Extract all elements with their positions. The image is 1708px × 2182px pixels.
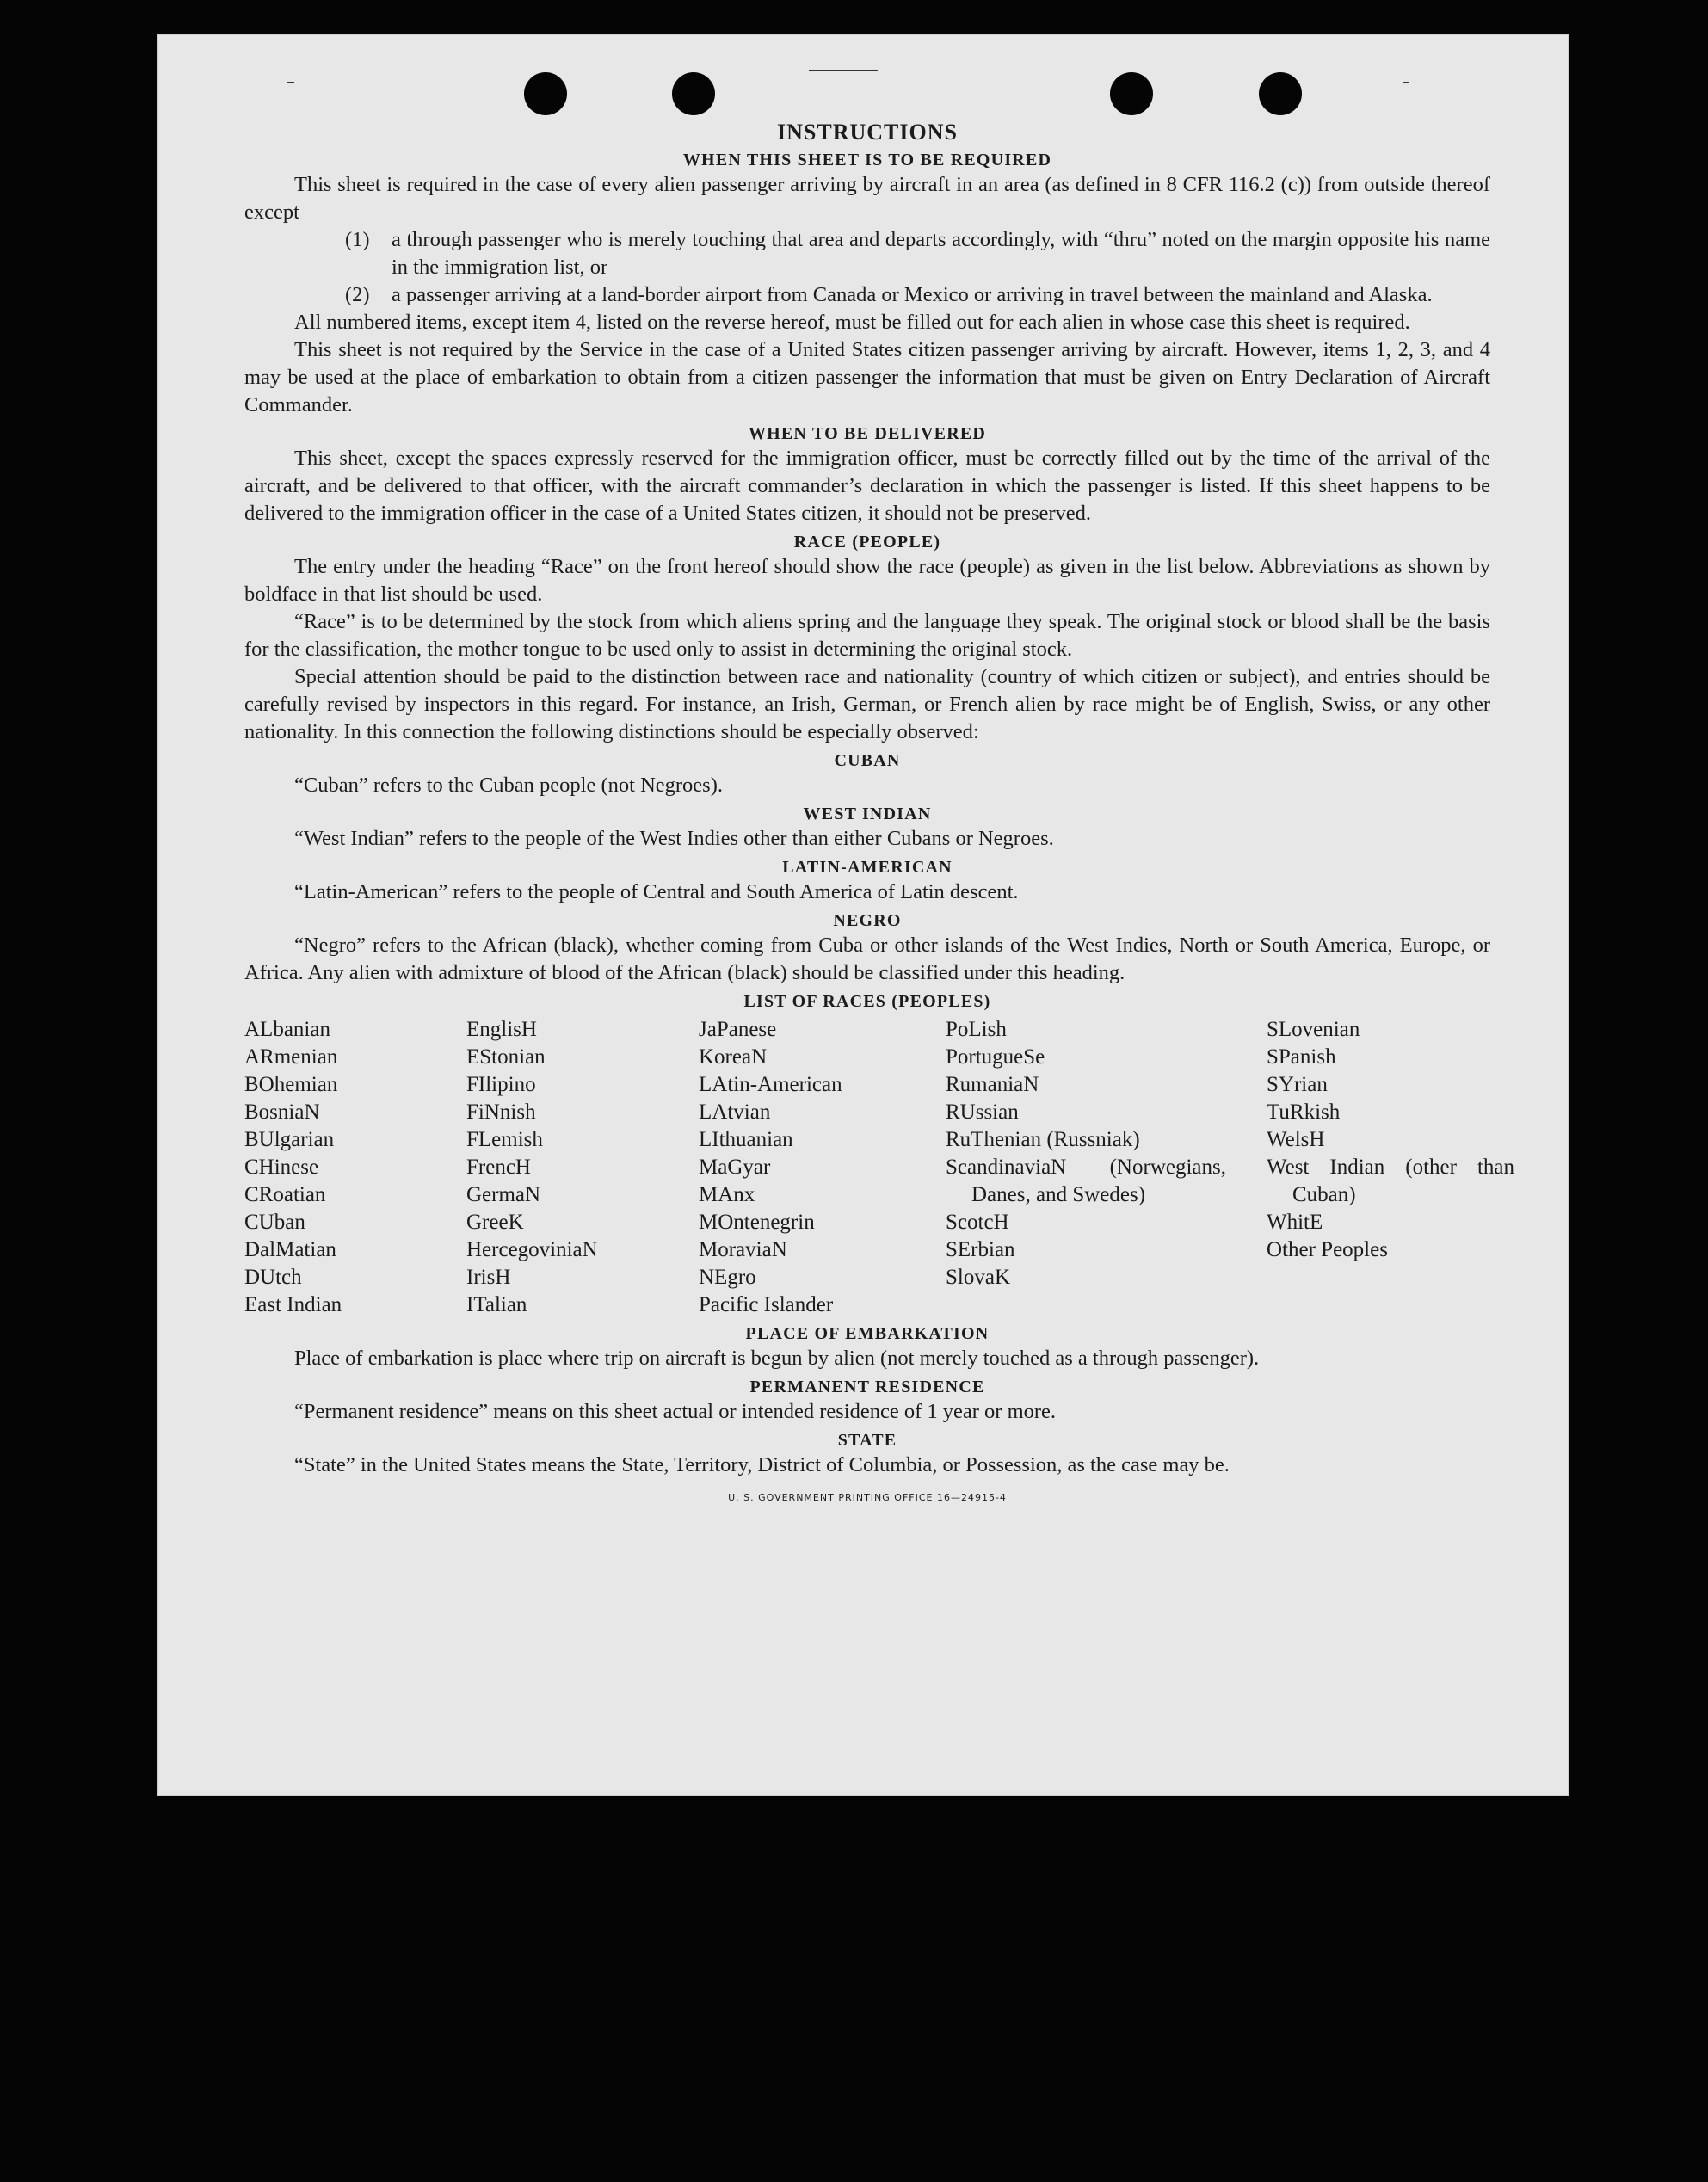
race-item: LIthuanian <box>699 1128 793 1151</box>
paragraph: This sheet is required in the case of every alien passenger arriving by aircraft in an area (as defined in 8 CFR 116.2 (c)) from outside thereof except <box>244 173 1490 224</box>
race-column <box>699 1016 946 1319</box>
section-heading: LIST OF RACES (PEOPLES) <box>743 992 991 1011</box>
race-item: ALbanian <box>244 1018 330 1041</box>
race-item: FLemish <box>466 1128 543 1151</box>
race-item: FiNnish <box>466 1100 536 1124</box>
paragraph: “Negro” refers to the African (black), whether coming from Cuba or other islands of the West Indies, North or South America, Europe, or Africa. Any alien with admixture of blood of the African (black) should be classified under this heading. <box>244 934 1490 984</box>
paragraph: This sheet, except the spaces expressly reserved for the immigration officer, must be correctly filled out by the time of the arrival of the aircraft, and be delivered to that officer, with the aircraft commander’s declaration in which the passenger is listed. If this sheet happens to be delivered to the immigration officer in the case of a United States citizen, it should not be preserved. <box>244 447 1490 525</box>
race-item: West Indian (other than Cuban) <box>1267 1156 1514 1206</box>
scan-mark <box>1403 82 1409 83</box>
race-column <box>946 1016 1267 1319</box>
race-item: FIlipino <box>466 1073 536 1096</box>
race-item: Pacific Islander <box>699 1293 834 1316</box>
race-item: TuRkish <box>1267 1100 1341 1124</box>
race-column <box>466 1016 699 1319</box>
race-item: PortugueSe <box>946 1045 1045 1069</box>
scan-mark <box>809 70 878 71</box>
race-item: NEgro <box>699 1266 756 1289</box>
paragraph: “State” in the United States means the State, Territory, District of Columbia, or Possession, as the case may be. <box>294 1453 1230 1476</box>
race-item: MaGyar <box>699 1156 771 1179</box>
race-item: RumaniaN <box>946 1073 1039 1096</box>
race-item: CHinese <box>244 1156 319 1179</box>
section-heading: WHEN TO BE DELIVERED <box>748 424 987 443</box>
section-heading: RACE (PEOPLE) <box>793 533 941 552</box>
section-heading: PERMANENT RESIDENCE <box>749 1378 985 1396</box>
race-item: RuThenian (Russniak) <box>946 1128 1140 1151</box>
section-heading: LATIN-AMERICAN <box>782 858 953 877</box>
paragraph: This sheet is not required by the Service in the case of a United States citizen passenger arriving by aircraft. However, items 1, 2, 3, and 4 may be used at the place of embarkation to obtain from a citizen passenger the information that must be given on Entry Declaration of Aircraft Commander. <box>244 338 1490 416</box>
section-heading: NEGRO <box>833 911 902 930</box>
race-item: BOhemian <box>244 1073 338 1096</box>
section-heading: PLACE OF EMBARKATION <box>745 1324 990 1343</box>
section-heading: STATE <box>837 1431 897 1450</box>
race-item: EnglisH <box>466 1018 537 1041</box>
document-sheet <box>157 34 1569 1796</box>
race-item: SLovenian <box>1267 1018 1360 1041</box>
punch-hole <box>672 72 715 115</box>
instructions-body <box>244 120 1514 1512</box>
list-item <box>345 281 1490 309</box>
race-list <box>244 1016 1514 1319</box>
race-item: GermaN <box>466 1183 541 1206</box>
race-item: JaPanese <box>699 1018 777 1041</box>
race-item: CRoatian <box>244 1183 326 1206</box>
race-item: EStonian <box>466 1045 546 1069</box>
race-item: ScandinaviaN (Norwegians, Danes, and Swedes) <box>946 1156 1226 1206</box>
section-heading: WEST INDIAN <box>803 804 932 823</box>
race-item: BUlgarian <box>244 1128 335 1151</box>
race-item: WhitE <box>1267 1211 1323 1234</box>
race-item: ITalian <box>466 1293 527 1316</box>
paragraph: “Race” is to be determined by the stock from which aliens spring and the language they speak. The original stock or blood shall be the basis for the classification, the mother tongue to be used only to assist in determining the original stock. <box>244 610 1490 661</box>
race-item: LAtin-American <box>699 1073 842 1096</box>
paragraph: “Cuban” refers to the Cuban people (not Negroes). <box>294 774 723 797</box>
paragraph: “West Indian” refers to the people of the West Indies other than either Cubans or Negroes. <box>294 827 1054 850</box>
race-item: MAnx <box>699 1183 755 1206</box>
race-item: FrencH <box>466 1156 531 1179</box>
race-item: IrisH <box>466 1266 511 1289</box>
list-number: (1) <box>345 228 370 251</box>
race-item: ScotcH <box>946 1211 1009 1234</box>
race-item: DalMatian <box>244 1238 336 1261</box>
race-item: East Indian <box>244 1293 342 1316</box>
race-item: PoLish <box>946 1018 1007 1041</box>
race-item: LAtvian <box>699 1100 771 1124</box>
list-text: a passenger arriving at a land-border airport from Canada or Mexico or arriving in travel between the mainland and Alaska. <box>392 283 1433 306</box>
paragraph: Special attention should be paid to the distinction between race and nationality (country of which citizen or subject), and entries should be carefully revised by inspectors in this regard. For instance, an Irish, German, or French alien by race might be of English, Swiss, or any other nationality. In this connection the following distinctions should be especially observed: <box>244 665 1490 743</box>
race-item: Other Peoples <box>1267 1238 1388 1261</box>
section-heading: WHEN THIS SHEET IS TO BE REQUIRED <box>682 151 1052 170</box>
page-title: INSTRUCTIONS <box>777 120 958 145</box>
paragraph: “Latin-American” refers to the people of Central and South America of Latin descent. <box>294 880 1019 903</box>
punch-hole <box>524 72 567 115</box>
punch-hole <box>1110 72 1153 115</box>
race-item: CUban <box>244 1211 305 1234</box>
scan-mark <box>287 82 294 83</box>
paragraph: “Permanent residence” means on this sheet actual or intended residence of 1 year or more. <box>294 1400 1057 1423</box>
list-number: (2) <box>345 283 370 306</box>
race-column <box>244 1016 466 1319</box>
race-item: WelsH <box>1267 1128 1325 1151</box>
race-item: DUtch <box>244 1266 302 1289</box>
list-text: a through passenger who is merely touching that area and departs accordingly, with “thru” noted on the margin opposite his name in the immigration list, or <box>392 228 1490 279</box>
race-item: GreeK <box>466 1211 524 1234</box>
paragraph: All numbered items, except item 4, listed on the reverse hereof, must be filled out for each alien in whose case this sheet is required. <box>294 311 1410 334</box>
printer-imprint: U. S. GOVERNMENT PRINTING OFFICE 16—24915-4 <box>728 1492 1007 1503</box>
race-item: BosniaN <box>244 1100 320 1124</box>
race-item: SlovaK <box>946 1266 1010 1289</box>
race-item: KoreaN <box>699 1045 768 1069</box>
race-item: RUssian <box>946 1100 1019 1124</box>
race-item: SErbian <box>946 1238 1015 1261</box>
race-item: SPanish <box>1267 1045 1336 1069</box>
race-item: ARmenian <box>244 1045 338 1069</box>
punch-hole <box>1259 72 1302 115</box>
race-column <box>1267 1016 1514 1319</box>
paragraph: The entry under the heading “Race” on the front hereof should show the race (people) as given in the list below. Abbreviations as shown by boldface in that list should be used. <box>244 555 1490 606</box>
section-heading: CUBAN <box>834 751 901 770</box>
list-item <box>345 226 1490 281</box>
race-item: MOntenegrin <box>699 1211 815 1234</box>
race-item: HercegoviniaN <box>466 1238 598 1261</box>
race-item: MoraviaN <box>699 1238 787 1261</box>
paragraph: Place of embarkation is place where trip on aircraft is begun by alien (not merely touched as a through passenger). <box>294 1347 1260 1370</box>
race-item: SYrian <box>1267 1073 1328 1096</box>
